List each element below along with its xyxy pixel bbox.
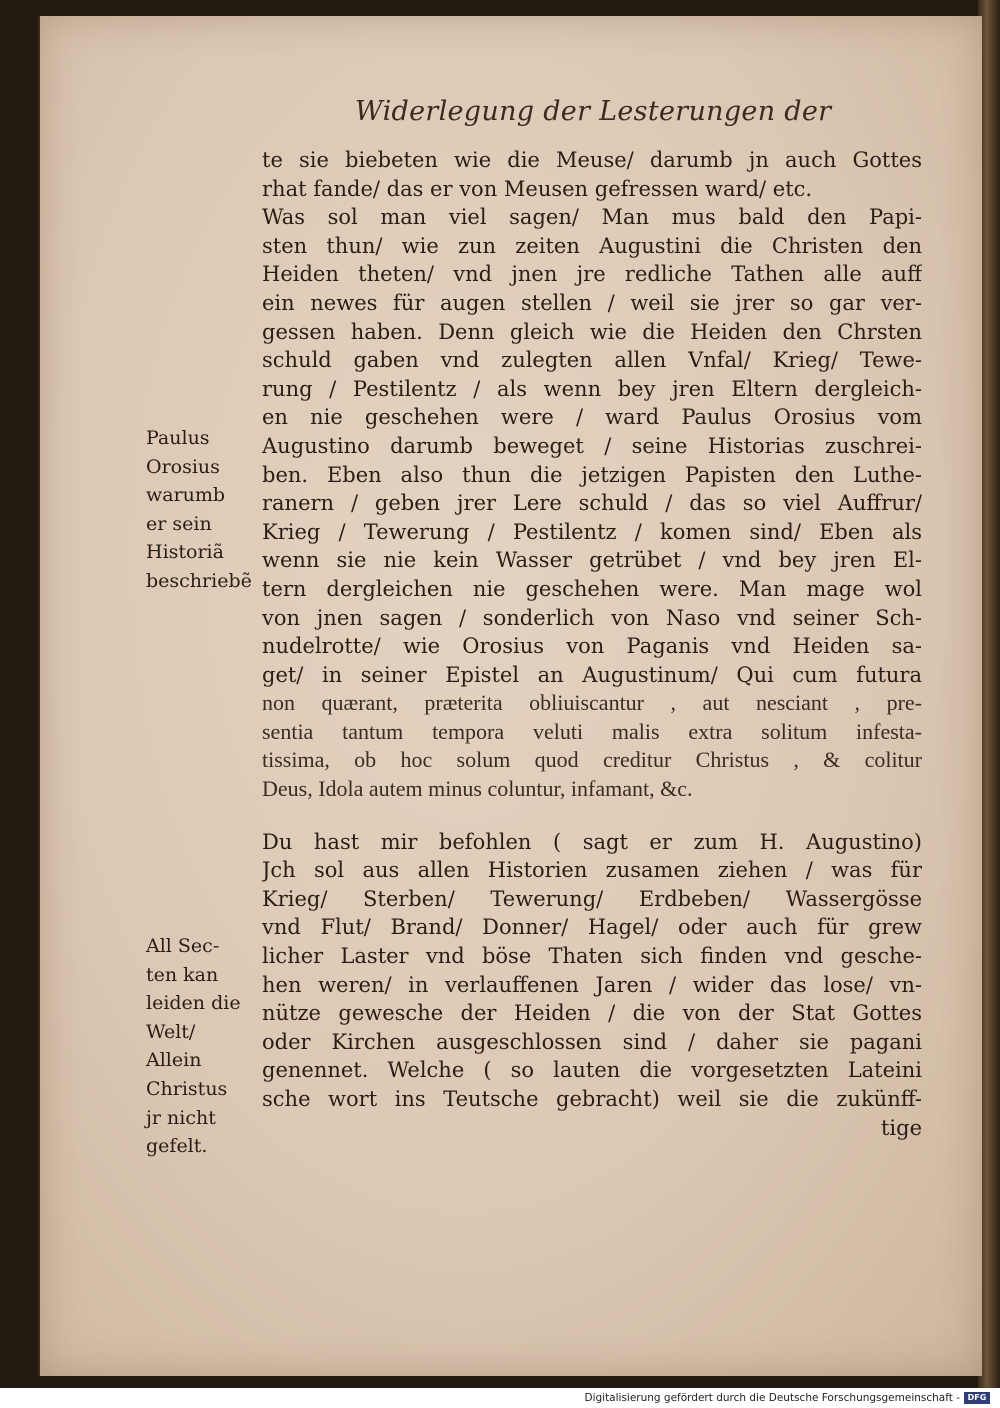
text-line: sten thun/ wie zun zeiten Augustini die Christen den [262,233,922,258]
text-line: licher Laster vnd böse Thaten sich finden vnd gesche- [262,944,922,969]
margin-note-line: er sein [146,512,212,535]
text-line: ben. Eben also thun die jetzigen Papisten den Luthe- [262,462,922,487]
text-line: tern dergleichen nie geschehen were. Man mage wol [262,576,922,601]
latin-quote-line: sentia tantum tempora veluti malis extra solitum infesta- [262,718,922,744]
margin-note-line: leiden die [146,992,241,1015]
text-line: schuld gaben vnd zulegten allen Vnfal/ Krieg/ Tewe- [262,348,922,373]
text-line: sche wort ins Teutsche gebracht) weil sie die zukünff- [262,1087,922,1111]
margin-note-line: Paulus [146,427,210,449]
text-line: oder Kirchen ausgeschlossen sind / daher sie pagani [262,1029,922,1054]
text-line: Was sol man viel sagen/ Man mus bald den Papi- [262,205,922,230]
margin-note-line: jr nicht [146,1106,216,1129]
text-line: en nie geschehen were / ward Paulus Orosius vom [262,405,922,430]
running-head: Widerlegung der Lesterungen der [355,96,832,127]
latin-quote-line: Deus, Idola autem minus coluntur, infamant, &c. [262,776,693,802]
margin-note-orosius [146,424,256,596]
margin-note-line: Welt/ [146,1020,196,1043]
funding-credit: Digitalisierung gefördert durch die Deutsche Forschungsgemeinschaft - [584,1392,960,1404]
margin-note-line: Christus [146,1077,228,1100]
text-line: ranern / geben jrer Lere schuld / das so viel Auffrur/ [262,491,922,516]
latin-quote-line: tissima, ob hoc solum quod creditur Christus , & colitur [262,747,922,773]
margin-note-line: gefelt. [146,1135,208,1158]
margin-note-line: beschriebẽ [146,569,252,592]
margin-note-line: warumb [146,484,226,507]
footer-bar [0,1388,1000,1408]
margin-note-line: Allein [146,1049,202,1072]
body-text [262,146,922,1142]
text-line: nudelrotte/ wie Orosius von Paganis vnd Heiden sa- [262,634,922,659]
text-line: ein newes für augen stellen / weil sie jrer so gar ver- [262,290,922,315]
margin-note-line: ten kan [146,963,219,986]
margin-note-line: Historiã [146,541,224,564]
margin-note-secten [146,932,256,1161]
catchword: tige [880,1115,922,1140]
text-line: Heiden theten/ vnd jnen jre redliche Tathen alle auff [262,262,922,287]
text-line: hen weren/ in verlauffenen Jaren / wider das lose/ vn- [262,972,922,997]
text-line: genennet. Welche ( so lauten die vorgesetzten Lateini [262,1058,922,1083]
text-line: gessen haben. Denn gleich wie die Heiden den Chrsten [262,319,922,344]
text-line: Du hast mir befohlen ( sagt er zum H. Augustino) [262,829,922,854]
paragraph-gap [262,804,922,828]
dfg-logo: DFG [964,1392,990,1404]
text-line: Krieg / Tewerung / Pestilentz / komen sind/ Eben als [262,519,922,544]
latin-quote-line: non quærant, præterita obliuiscantur , aut nesciant , pre- [262,690,922,716]
text-line: von jnen sagen / sonderlich von Naso vnd seiner Sch- [262,605,922,630]
text-line: Augustino darumb beweget / seine Historias zuschrei- [262,433,922,458]
text-line: nütze gewesche der Heiden / die von der Stat Gottes [262,1001,922,1026]
text-line: Jch sol aus allen Historien zusamen ziehen / was für [262,858,922,883]
text-line: vnd Flut/ Brand/ Donner/ Hagel/ oder auch für grew [262,915,922,940]
text-line: get/ in seiner Epistel an Augustinum/ Qui cum futura [262,662,922,687]
text-line: rung / Pestilentz / als wenn bey jren Eltern dergleich- [262,376,922,401]
margin-note-line: All Sec- [146,935,220,957]
margin-note-line: Orosius [146,455,220,478]
text-line: Krieg/ Sterben/ Tewerung/ Erdbeben/ Wassergösse [262,886,922,911]
text-line: rhat fande/ das er von Meusen gefressen ward/ etc. [262,176,813,201]
text-line: wenn sie nie kein Wasser getrübet / vnd bey jren El- [262,548,922,573]
text-line: te sie biebeten wie die Meuse/ darumb jn auch Gottes [262,148,922,172]
